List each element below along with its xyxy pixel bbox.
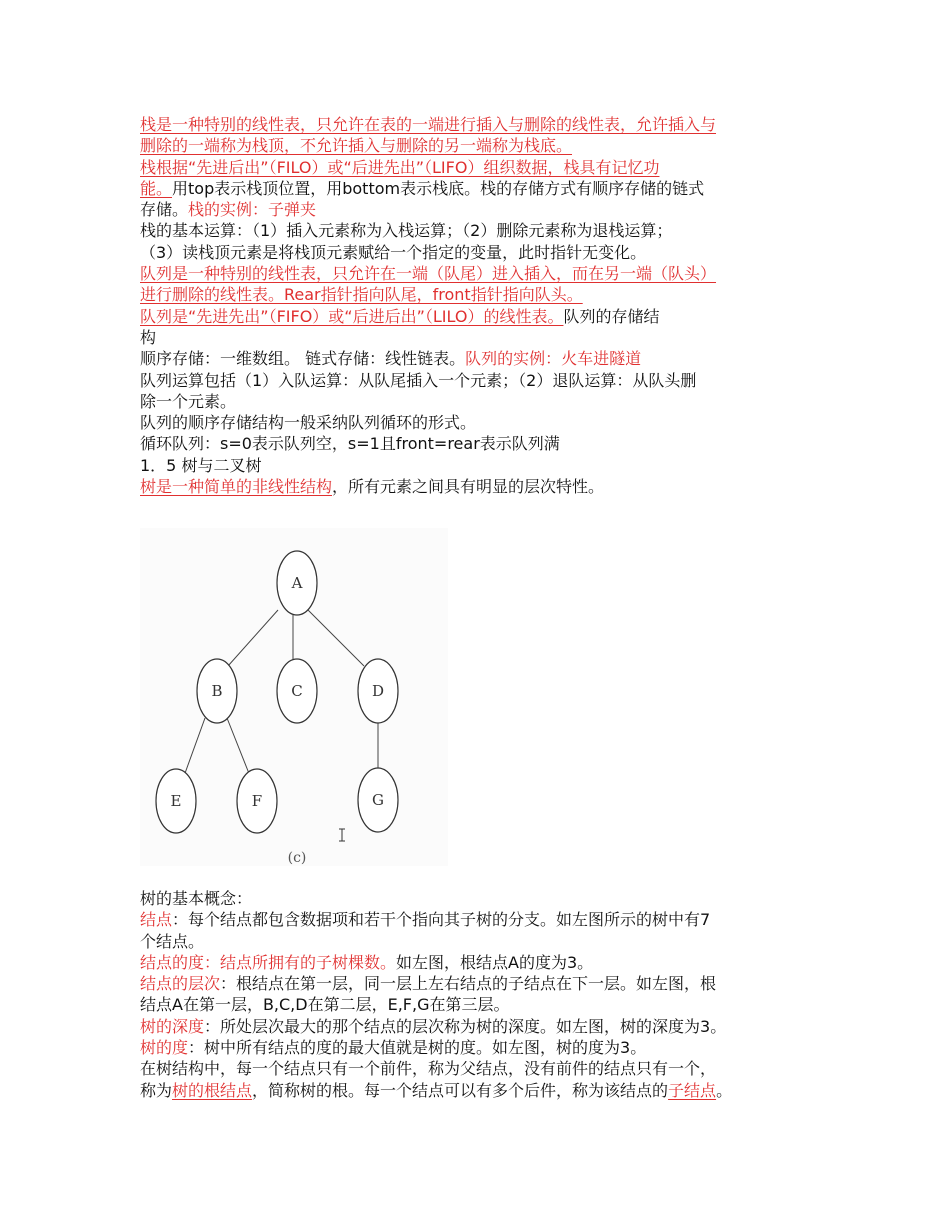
- lower-line: [140, 1037, 830, 1058]
- highlighted-text: 树的根结点: [172, 1080, 253, 1100]
- body-text: 构: [140, 327, 157, 347]
- upper-line: [140, 220, 816, 241]
- highlighted-text: 栈的实例：子弹夹: [188, 200, 317, 220]
- node-e-label: E: [170, 792, 182, 810]
- node-a-label: A: [291, 574, 303, 592]
- upper-line: [140, 263, 816, 284]
- lower-line: [140, 952, 830, 973]
- body-text: 顺序存储：一维数组。 链式存储：线性链表。: [140, 349, 466, 369]
- upper-line: [140, 391, 816, 412]
- node-c-label: C: [291, 682, 303, 700]
- upper-text-block: [140, 114, 816, 497]
- body-text: 用top表示栈顶位置，用bottom表示栈底。栈的存储方式有顺序存储的链式: [172, 178, 705, 198]
- upper-line: [140, 178, 816, 199]
- node-g-label: G: [372, 791, 384, 809]
- lower-line: [140, 973, 830, 994]
- upper-line: [140, 284, 816, 305]
- upper-line: [140, 476, 816, 497]
- figure-caption: (c): [287, 850, 307, 866]
- body-text: 循环队列：s=0表示队列空，s=1且front=rear表示队列满: [140, 434, 560, 454]
- body-text: 如左图，根结点A的度为3。: [396, 952, 594, 972]
- body-text: 存储。: [140, 200, 189, 220]
- highlighted-text: 树是一种简单的非线性结构: [140, 477, 333, 497]
- node-b-label: B: [211, 682, 223, 700]
- upper-line: [140, 433, 816, 454]
- body-text: 队列的存储结: [563, 306, 660, 326]
- body-text: 在树结构中，每一个结点只有一个前件，称为父结点，没有前件的结点只有一个，: [140, 1059, 717, 1079]
- highlighted-text: 队列的实例：火车进隧道: [465, 349, 642, 369]
- body-text: 队列运算包括（1）入队运算：从队尾插入一个元素；（2）退队运算：从队头删: [140, 370, 697, 390]
- body-text: 栈的基本运算：（1）插入元素称为入栈运算；（2）删除元素称为退栈运算；: [140, 221, 673, 241]
- upper-line: [140, 412, 816, 433]
- highlighted-text: 子结点: [668, 1080, 717, 1100]
- highlighted-text: 树的度: [140, 1038, 189, 1058]
- upper-line: [140, 348, 816, 369]
- lower-line: [140, 888, 830, 909]
- body-text: 队列的顺序存储结构一般采纳队列循环的形式。: [140, 413, 477, 433]
- upper-line: [140, 199, 816, 220]
- highlighted-text: 树的深度: [140, 1016, 205, 1036]
- body-text: 结点A在第一层，B,C,D在第二层，E,F,G在第三层。: [140, 995, 510, 1015]
- body-text: ：所处层次最大的那个结点的层次称为树的深度。如左图，树的深度为3。: [204, 1016, 727, 1036]
- upper-line: [140, 306, 816, 327]
- lower-line: [140, 994, 830, 1015]
- body-text: ，简称树的根。每一个结点可以有多个后件，称为该结点的: [252, 1080, 669, 1100]
- lower-line: [140, 1058, 830, 1079]
- upper-line: [140, 455, 816, 476]
- lower-line: [140, 931, 830, 952]
- highlighted-text: 删除的一端称为栈顶，不允许插入与删除的另一端称为栈底。: [140, 136, 573, 156]
- body-text: 除一个元素。: [140, 391, 237, 411]
- lower-line: [140, 1016, 830, 1037]
- body-text: （3）读栈顶元素是将栈顶元素赋给一个指定的变量，此时指针无变化。: [140, 242, 647, 262]
- lower-text-block: [140, 888, 830, 1101]
- highlighted-text: 进行删除的线性表。Rear指针指向队尾，front指针指向队头。: [140, 285, 583, 305]
- body-text: 个结点。: [140, 931, 205, 951]
- highlighted-text: 栈是一种特别的线性表，只允许在表的一端进行插入与删除的线性表，允许插入与: [140, 115, 717, 134]
- upper-line: [140, 157, 816, 178]
- highlighted-text: 队列是“先进先出”（FIFO）或“后进后出”（LILO）的线性表。: [140, 306, 564, 326]
- upper-line: [140, 327, 816, 348]
- body-text: 树的基本概念：: [140, 889, 253, 908]
- upper-line: [140, 114, 816, 135]
- tree-diagram: [140, 528, 448, 866]
- highlighted-text: 栈根据“先进后出”（FILO）或“后进先出”（LIFO）组织数据，栈具有记忆功: [140, 157, 660, 177]
- body-text: ：每个结点都包含数据项和若干个指向其子树的分支。如左图所示的树中有7: [172, 910, 711, 930]
- node-f-label: F: [251, 792, 263, 810]
- highlighted-text: 结点: [140, 910, 173, 930]
- lower-line: [140, 1080, 830, 1101]
- highlighted-text: 结点的度：结点所拥有的子树棵数。: [140, 952, 397, 972]
- lower-line: [140, 909, 830, 930]
- upper-line: [140, 135, 816, 156]
- body-text: ，所有元素之间具有明显的层次特性。: [332, 477, 605, 497]
- highlighted-text: 结点的层次: [140, 974, 221, 994]
- body-text: ：树中所有结点的度的最大值就是树的度。如左图，树的度为3。: [188, 1038, 647, 1058]
- body-text: ：根结点在第一层，同一层上左右结点的子结点在下一层。如左图，根: [220, 974, 717, 994]
- highlighted-text: 队列是一种特别的线性表，只允许在一端（队尾）进入插入，而在另一端（队头）: [140, 264, 717, 284]
- body-text: 。: [716, 1080, 733, 1100]
- upper-line: [140, 242, 816, 263]
- upper-line: [140, 370, 816, 391]
- tree-figure: [140, 528, 448, 866]
- body-text: 称为: [140, 1080, 173, 1100]
- node-d-label: D: [371, 682, 385, 700]
- body-text: 1．5 树与二叉树: [140, 455, 262, 475]
- highlighted-text: 能。: [140, 178, 173, 198]
